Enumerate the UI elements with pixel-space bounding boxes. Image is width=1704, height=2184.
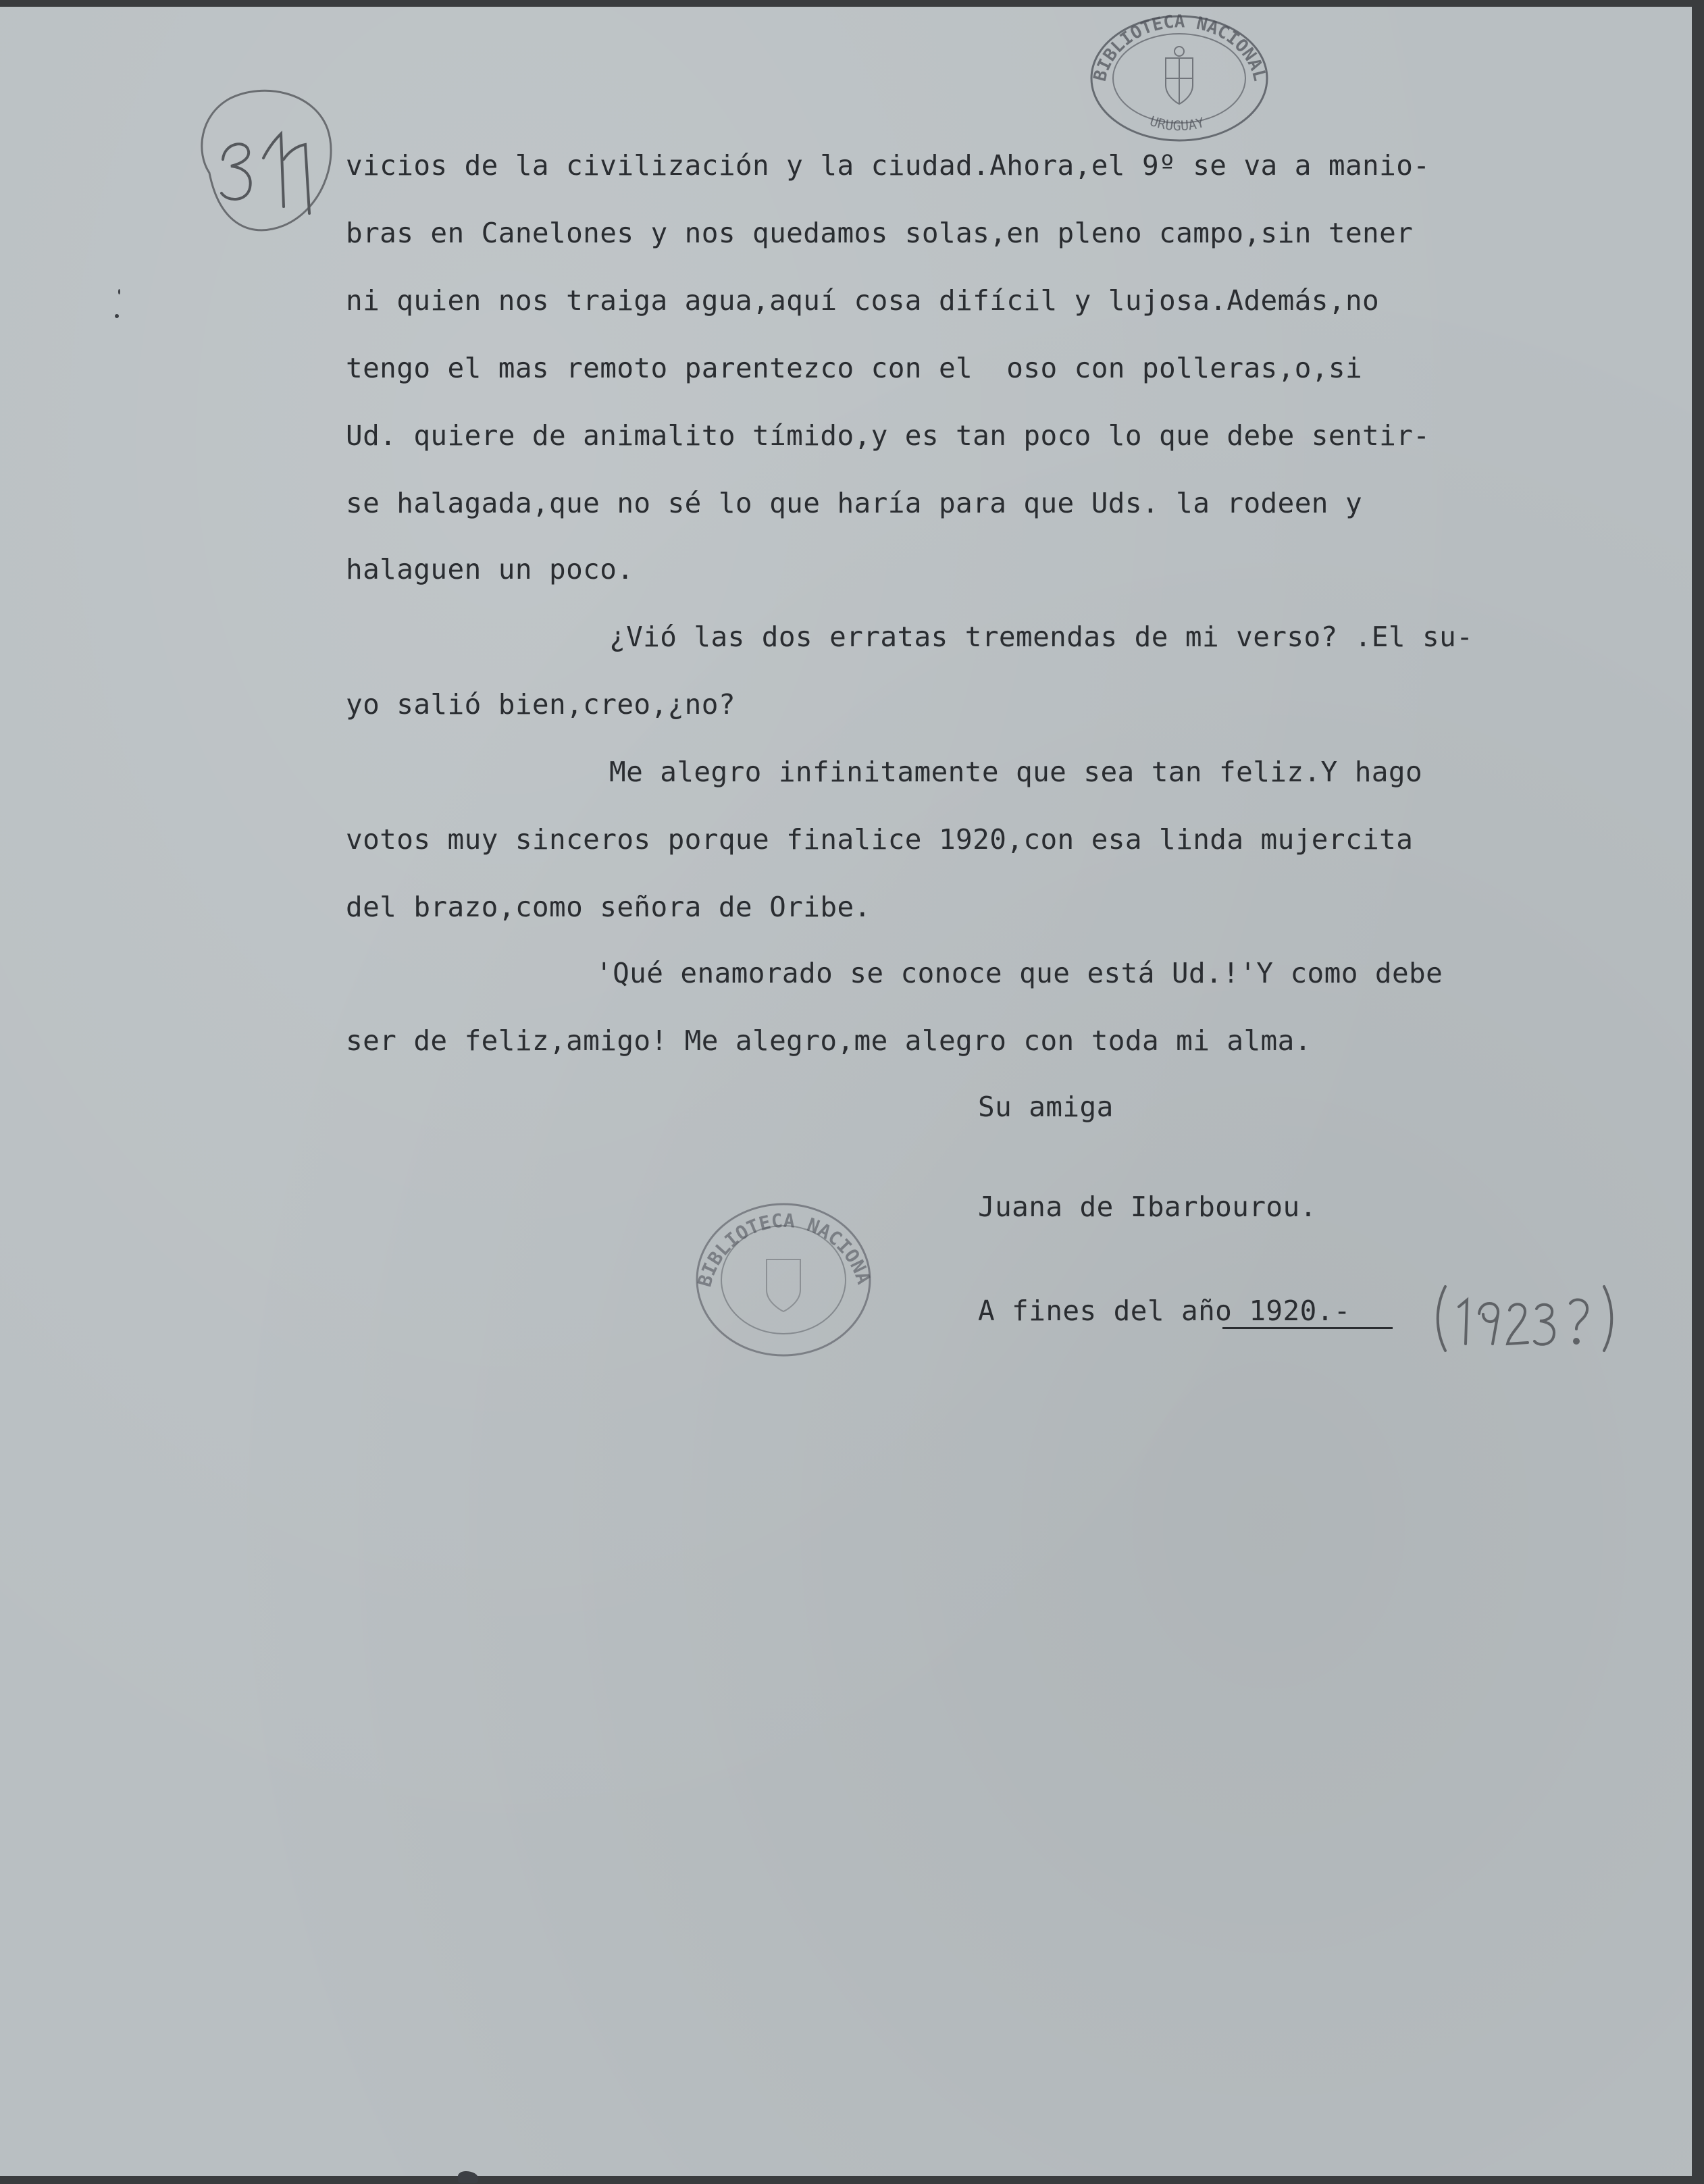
ink-blot <box>458 2171 478 2183</box>
margin-mark <box>118 289 120 294</box>
letter-line: del brazo,como señora de Oribe. <box>346 891 871 923</box>
letter-line: ser de feliz,amigo! Me alegro,me alegro con toda mi alma. <box>346 1024 1312 1057</box>
signature: Juana de Ibarbourou. <box>978 1191 1317 1223</box>
dateline-underline <box>1222 1327 1393 1329</box>
letter-line: se halagada,que no sé lo que haría para que Uds. la rodeen y <box>346 487 1363 519</box>
letter-line: ¿Vió las dos erratas tremendas de mi verso? .El su- <box>609 621 1474 653</box>
library-stamp-bottom <box>676 1178 885 1364</box>
letter-line: bras en Canelones y nos quedamos solas,en pleno campo,sin tener <box>346 217 1414 249</box>
library-stamp-top <box>1078 11 1281 146</box>
letter-page <box>0 7 1692 2176</box>
dateline: A fines del año 1920.- <box>978 1295 1351 1327</box>
svg-text:BIBLIOTECA NACIONAL: BIBLIOTECA NACIONAL <box>676 1178 875 1290</box>
letter-line: ni quien nos traiga agua,aquí cosa difícil y lujosa.Además,no <box>346 284 1380 317</box>
letter-line: Ud. quiere de animalito tímido,y es tan poco lo que debe sentir- <box>346 419 1430 452</box>
letter-line: tengo el mas remoto parentezco con el oso con polleras,o,si <box>346 352 1363 384</box>
letter-line: 'Qué enamorado se conoce que está Ud.!'Y como debe <box>596 957 1443 989</box>
closing: Su amiga <box>978 1091 1114 1123</box>
letter-line: yo salió bien,creo,¿no? <box>346 688 735 721</box>
letter-line: Me alegro infinitamente que sea tan feliz.Y hago <box>609 756 1423 788</box>
letter-line: halaguen un poco. <box>346 553 634 586</box>
svg-text:URUGUAY: URUGUAY <box>1147 112 1206 134</box>
letter-line: vicios de la civilización y la ciudad.Ahora,el 9º se va a manio- <box>346 149 1430 182</box>
margin-mark <box>115 314 119 318</box>
letter-line: votos muy sinceros porque finalice 1920,con esa linda mujercita <box>346 823 1414 856</box>
svg-text:BIBLIOTECA NACIONAL: BIBLIOTECA NACIONAL <box>1089 11 1270 84</box>
handwritten-date-note <box>1432 1276 1628 1357</box>
folio-number-mark <box>182 72 344 254</box>
